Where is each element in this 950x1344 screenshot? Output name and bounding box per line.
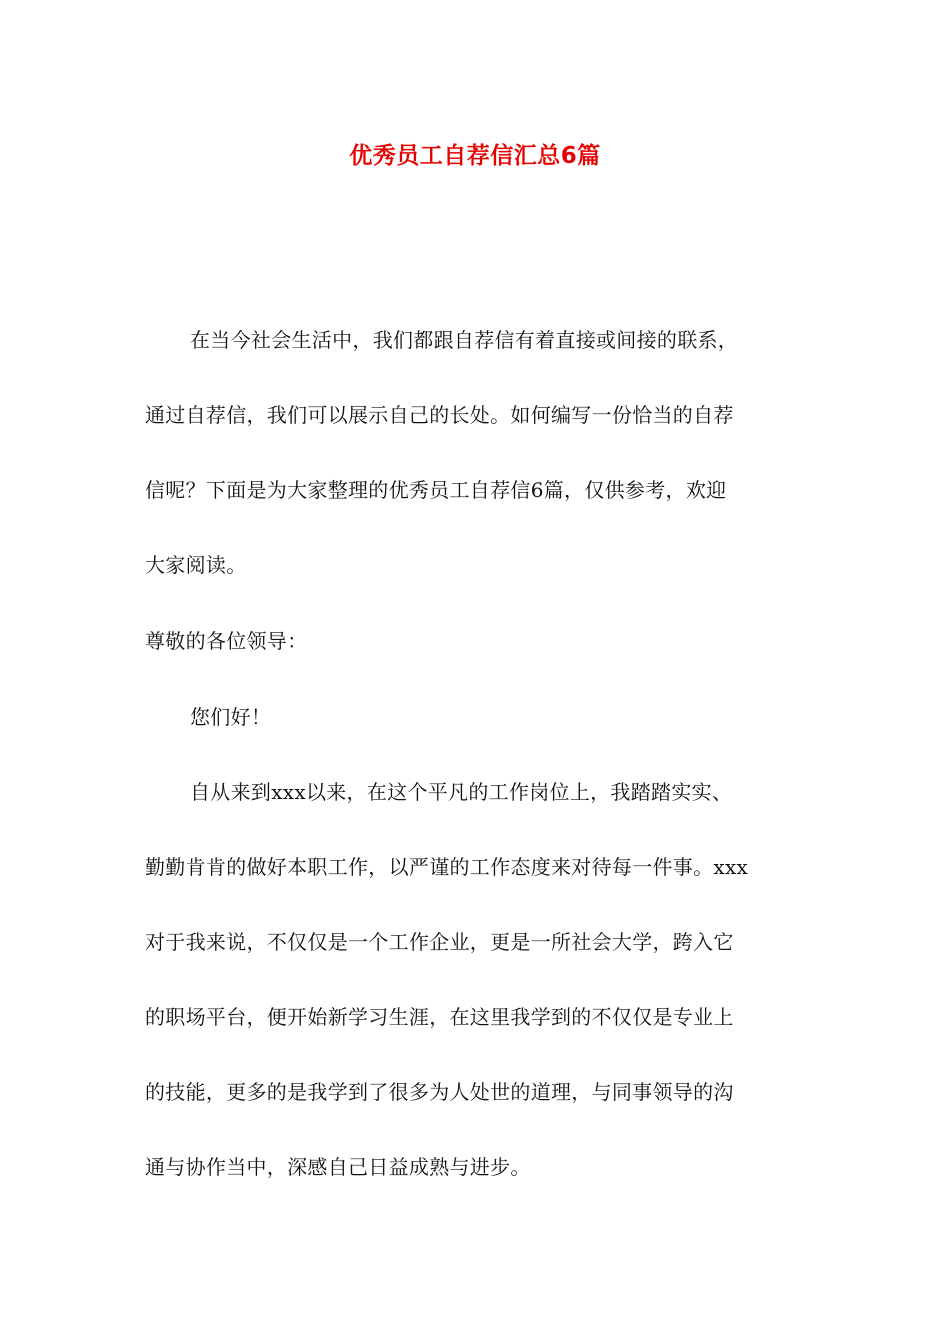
paragraph-line: 通过自荐信，我们可以展示自己的长处。如何编写一份恰当的自荐: [145, 403, 734, 427]
greeting-line: 您们好！: [190, 705, 272, 729]
paragraph-line: 大家阅读。: [145, 553, 247, 577]
salutation-line: 尊敬的各位领导：: [145, 629, 308, 653]
paragraph-line: 信呢？下面是为大家整理的优秀员工自荐信6篇，仅供参考，欢迎: [145, 478, 727, 502]
paragraph-line: 在当今社会生活中，我们都跟自荐信有着直接或间接的联系，: [190, 328, 739, 352]
paragraph-line: 的职场平台，便开始新学习生涯，在这里我学到的不仅仅是专业上: [145, 1005, 734, 1029]
paragraph-line: 通与协作当中，深感自己日益成熟与进步。: [145, 1155, 531, 1179]
paragraph-line: 勤勤肯肯的做好本职工作，以严谨的工作态度来对待每一件事。xxx: [145, 855, 749, 879]
paragraph-line: 的技能，更多的是我学到了很多为人处世的道理，与同事领导的沟: [145, 1080, 734, 1104]
paragraph-line: 自从来到xxx以来，在这个平凡的工作岗位上，我踏踏实实、: [190, 780, 733, 804]
document-title: 优秀员工自荐信汇总6篇: [349, 143, 601, 169]
paragraph-line: 对于我来说，不仅仅是一个工作企业，更是一所社会大学，跨入它: [145, 930, 734, 954]
